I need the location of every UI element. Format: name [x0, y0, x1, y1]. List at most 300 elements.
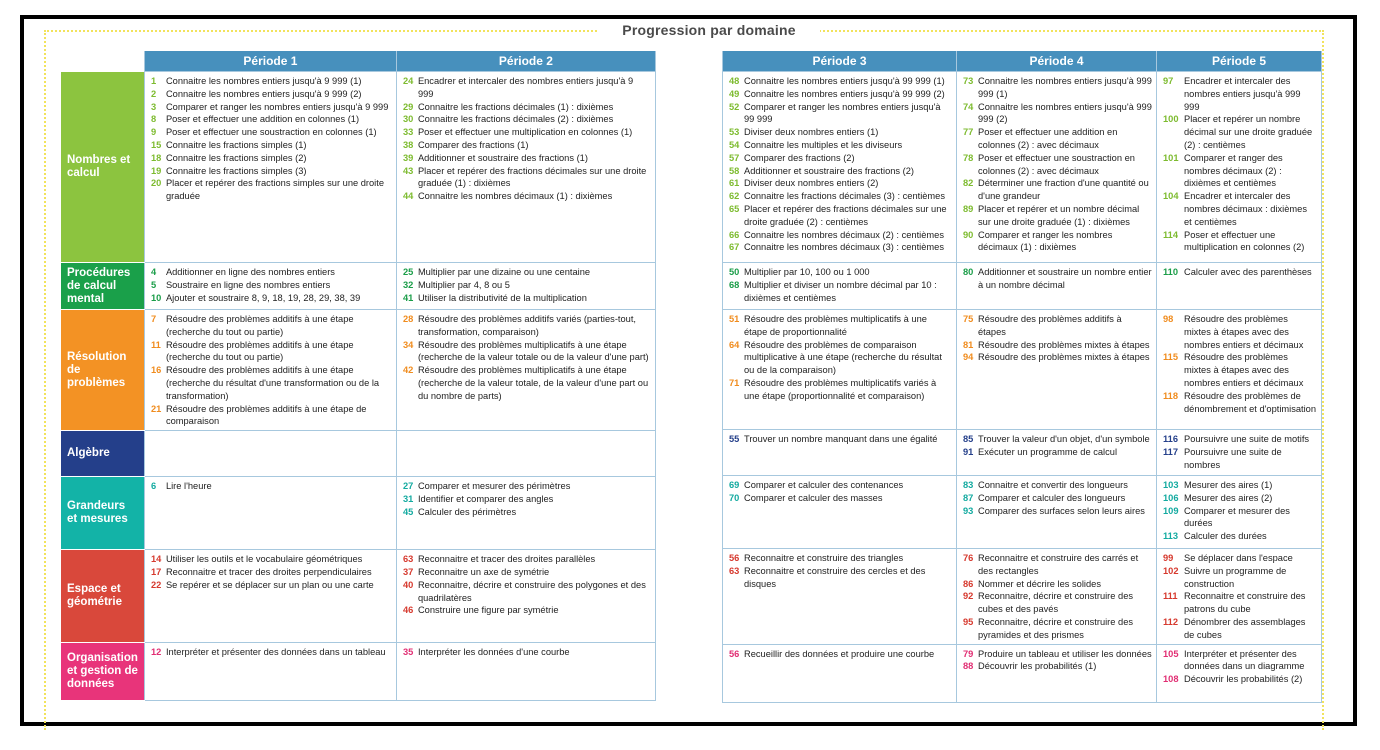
lesson-number: 91: [963, 446, 974, 457]
lesson-title: Se déplacer dans l'espace: [1184, 553, 1293, 563]
lesson-title: Déterminer une fraction d'une quantité ou d'une grandeur: [978, 178, 1149, 202]
lesson-title: Résoudre des problèmes multiplicatifs à une étape (recherche de la valeur totale, de la valeur d'une part ou du nombre de parts): [417, 365, 649, 401]
lesson-number: 75: [963, 314, 974, 324]
cell-1-periode-4: [957, 72, 1157, 263]
lesson-number: 44: [402, 191, 414, 202]
lesson-number: 29: [402, 101, 414, 112]
lesson-title: Placer et repérer et un nombre décimal sur une droite graduée (1) : dixièmes: [978, 203, 1140, 227]
lesson-title: Poser et effectuer une soustraction en colonnes (2) : avec décimaux: [978, 152, 1135, 176]
lesson-number: 89: [963, 203, 974, 214]
lesson-item: [1163, 552, 1317, 565]
lesson-title: Reconnaitre et tracer des droites parallèles: [417, 554, 596, 565]
lesson-title: Interpréter et présenter des données dans un tableau: [165, 647, 386, 658]
lesson-item: [403, 75, 651, 101]
lesson-number: 90: [963, 229, 974, 240]
lesson-number: 97: [1163, 76, 1174, 86]
lesson-item: [729, 229, 952, 242]
cell-2-periode-4: [957, 263, 1157, 310]
lesson-number: 110: [1163, 267, 1178, 277]
domain-row: [61, 263, 655, 310]
lesson-number: 85: [963, 434, 974, 444]
lesson-title: Lire l'heure: [165, 481, 212, 492]
corner-blank: [61, 51, 144, 72]
lesson-item: [729, 126, 952, 139]
lesson-item: [963, 75, 1152, 101]
cell-3-periode-4: [957, 310, 1157, 430]
header-periode-1: Période 1: [144, 51, 396, 72]
lesson-title: Poser et effectuer une addition en colonnes (1): [165, 114, 360, 125]
lesson-number: 21: [150, 403, 162, 414]
header-periode-2: Période 2: [396, 51, 655, 72]
lesson-number: 94: [963, 352, 974, 363]
lesson-number: 65: [729, 203, 740, 214]
lesson-number: 116: [1163, 434, 1178, 444]
lesson-item: [729, 313, 952, 339]
cell-5-periode-5: [1157, 476, 1322, 549]
lesson-item: [963, 479, 1152, 492]
lesson-number: 17: [150, 566, 162, 577]
lesson-title: Résoudre des problèmes multiplicatifs à une étape (recherche de la valeur totale ou de la valeur d'une part): [417, 339, 649, 363]
lesson-item: [403, 646, 651, 659]
cell-3-periode-5: [1157, 310, 1322, 430]
lesson-title: Trouver la valeur d'un objet, d'un symbole: [978, 434, 1150, 444]
lesson-item: [963, 446, 1152, 459]
lesson-number: 113: [1163, 531, 1178, 542]
cell-3-periode-2: [396, 310, 655, 431]
lesson-title: Additionner et soustraire des fractions (1): [417, 152, 588, 163]
lesson-item: [403, 279, 651, 292]
lesson-title: Reconnaitre et tracer des droites perpendiculaires: [165, 566, 372, 577]
lesson-number: 19: [150, 165, 162, 176]
lesson-item: [151, 75, 392, 88]
lesson-title: Comparer et calculer des masses: [744, 492, 883, 503]
lesson-item: [729, 203, 952, 229]
cell-4-periode-2: [396, 431, 655, 477]
lesson-number: 98: [1163, 314, 1174, 324]
header-periode-5: Période 5: [1157, 51, 1322, 72]
lesson-item: [151, 579, 392, 592]
cell-7-periode-1: [144, 643, 396, 701]
lesson-item: [1163, 113, 1317, 151]
lesson-number: 6: [150, 481, 157, 492]
lesson-title: Diviser deux nombres entiers (2): [744, 178, 879, 189]
cell-7-periode-3: [723, 644, 957, 702]
lesson-number: 54: [729, 139, 740, 150]
lesson-number: 117: [1163, 446, 1178, 457]
lesson-number: 71: [729, 377, 740, 388]
cell-4-periode-4: [957, 430, 1157, 476]
lesson-title: Résoudre des problèmes multiplicatifs variés à une étape (proportionnalité et comparaison): [744, 377, 937, 401]
lesson-item: [963, 177, 1152, 203]
cell-4-periode-3: [723, 430, 957, 476]
lesson-number: 11: [150, 339, 161, 350]
lesson-title: Connaitre les nombres entiers jusqu'à 999 999 (1): [978, 76, 1152, 99]
lesson-title: Placer et repérer un nombre décimal sur une droite graduée (2) : centièmes: [1184, 114, 1313, 150]
lesson-title: Additionner et soustraire des fractions (2): [744, 165, 915, 176]
lesson-item: [963, 433, 1152, 446]
lesson-item: [403, 292, 651, 305]
lesson-title: Connaitre les nombres décimaux (3) : centièmes: [744, 242, 944, 253]
lesson-item: [963, 229, 1152, 255]
lesson-item: [151, 339, 392, 365]
cell-6-periode-5: [1157, 549, 1322, 645]
domain-row: [723, 310, 1322, 430]
lesson-number: 39: [402, 152, 414, 163]
lesson-item: [729, 177, 952, 190]
domain-label: Algèbre: [61, 431, 144, 477]
lesson-number: 100: [1163, 114, 1179, 125]
lesson-title: Multiplier et diviser un nombre décimal par 10 : dixièmes et centièmes: [744, 279, 937, 303]
lesson-title: Reconnaitre et construire des patrons du cube: [1184, 591, 1306, 615]
lesson-number: 4: [150, 267, 157, 277]
lesson-title: Utiliser la distributivité de la multiplication: [417, 292, 587, 303]
lesson-item: [403, 364, 651, 402]
lesson-title: Connaitre les fractions décimales (1) : dixièmes: [417, 101, 614, 112]
lesson-item: [729, 565, 952, 591]
lesson-title: Résoudre des problèmes mixtes à étapes: [978, 352, 1150, 363]
lesson-item: [963, 313, 1152, 339]
lesson-number: 78: [963, 152, 974, 163]
lesson-title: Résoudre des problèmes de dénombrement et d'optimisation: [1184, 390, 1317, 414]
lesson-title: Connaitre les nombres entiers jusqu'à 999 999 (2): [978, 101, 1152, 125]
lesson-item: [151, 313, 392, 339]
lesson-item: [729, 433, 952, 446]
lesson-item: [729, 165, 952, 178]
lesson-title: Calculer des durées: [1184, 531, 1267, 542]
cell-5-periode-2: [396, 477, 655, 550]
lesson-item: [403, 126, 651, 139]
domain-row: [723, 549, 1322, 645]
lesson-item: [1163, 590, 1317, 616]
cell-1-periode-1: [144, 72, 396, 263]
lesson-item: [963, 101, 1152, 127]
domain-row: [723, 72, 1322, 263]
lesson-number: 63: [402, 554, 414, 565]
lesson-item: [403, 506, 651, 519]
lesson-title: Additionner en ligne des nombres entiers: [165, 267, 335, 277]
lesson-number: 103: [1163, 480, 1179, 490]
lesson-number: 43: [402, 165, 414, 176]
lesson-item: [151, 292, 392, 305]
lesson-number: 66: [729, 229, 740, 240]
lesson-title: Comparer des surfaces selon leurs aires: [978, 505, 1145, 516]
lesson-title: Comparer et mesurer des périmètres: [417, 481, 571, 492]
lesson-title: Additionner et soustraire un nombre entier à un nombre décimal: [978, 267, 1152, 290]
cell-7-periode-2: [396, 643, 655, 701]
lesson-title: Identifier et comparer des angles: [417, 493, 554, 504]
lesson-item: [403, 579, 651, 605]
lesson-title: Soustraire en ligne des nombres entiers: [165, 279, 331, 290]
lesson-number: 28: [402, 314, 414, 324]
lesson-item: [403, 190, 651, 203]
lesson-number: 37: [402, 566, 414, 577]
lesson-item: [963, 616, 1152, 642]
lesson-item: [1163, 565, 1317, 591]
lesson-title: Résoudre des problèmes additifs à étapes: [978, 314, 1122, 337]
lesson-item: [151, 279, 392, 292]
cell-2-periode-3: [723, 263, 957, 310]
lesson-title: Reconnaitre, décrire et construire des pyramides et des prismes: [978, 616, 1134, 640]
lesson-item: [729, 552, 952, 565]
cell-5-periode-3: [723, 476, 957, 549]
lesson-number: 15: [150, 139, 162, 150]
lesson-item: [1163, 152, 1317, 190]
cell-5-periode-4: [957, 476, 1157, 549]
lesson-item: [963, 648, 1152, 661]
header-periode-4: Période 4: [957, 51, 1157, 72]
cell-7-periode-5: [1157, 644, 1322, 702]
lesson-item: [403, 604, 651, 617]
lesson-number: 111: [1163, 591, 1178, 602]
lesson-number: 104: [1163, 191, 1179, 202]
domain-row: [61, 72, 655, 263]
domain-label: Résolution de problèmes: [61, 310, 144, 431]
lesson-title: Recueillir des données et produire une courbe: [744, 648, 935, 659]
lesson-item: [1163, 492, 1317, 505]
lesson-title: Poser et effectuer une addition en colonnes (2) : avec décimaux: [978, 127, 1118, 150]
lesson-title: Comparer et ranger des nombres décimaux (2) : dixièmes et centièmes: [1184, 152, 1283, 189]
lesson-item: [151, 480, 392, 493]
lesson-number: 118: [1163, 390, 1178, 401]
lesson-item: [403, 165, 651, 191]
lesson-title: Comparer des fractions (2): [744, 152, 855, 163]
lesson-item: [403, 139, 651, 152]
lesson-number: 61: [729, 178, 740, 189]
lesson-item: [729, 266, 952, 279]
lesson-number: 18: [150, 152, 162, 163]
lesson-number: 16: [150, 365, 162, 376]
lesson-title: Encadrer et intercaler des nombres décimaux : dixièmes et centièmes: [1184, 191, 1307, 227]
lesson-item: [403, 313, 651, 339]
progression-table-left: [61, 51, 656, 701]
lesson-item: [963, 492, 1152, 505]
lesson-number: 5: [150, 279, 157, 290]
lesson-item: [963, 152, 1152, 178]
lesson-item: [151, 266, 392, 279]
lesson-number: 49: [729, 88, 740, 99]
lesson-title: Comparer et mesurer des durées: [1184, 505, 1290, 529]
lesson-item: [963, 578, 1152, 591]
domain-row: [723, 263, 1322, 310]
lesson-number: 68: [729, 279, 740, 290]
lesson-title: Reconnaitre, décrire et construire des polygones et des quadrilatères: [417, 579, 646, 603]
lesson-item: [1163, 229, 1317, 255]
lesson-title: Connaitre les nombres décimaux (2) : centièmes: [744, 229, 944, 240]
lesson-item: [1163, 313, 1317, 351]
lesson-number: 14: [150, 554, 162, 565]
lesson-number: 20: [150, 178, 162, 189]
lesson-title: Connaitre les nombres entiers jusqu'à 99 999 (2): [744, 88, 945, 99]
lesson-title: Mesurer des aires (2): [1184, 492, 1273, 503]
lesson-item: [403, 493, 651, 506]
lesson-item: [151, 126, 392, 139]
lesson-item: [729, 241, 952, 254]
lesson-number: 83: [963, 480, 974, 490]
domain-row: [61, 550, 655, 643]
lesson-item: [729, 152, 952, 165]
lesson-item: [1163, 446, 1317, 472]
lesson-item: [963, 660, 1152, 673]
lesson-number: 41: [402, 292, 414, 303]
lesson-item: [403, 113, 651, 126]
lesson-number: 56: [729, 553, 740, 563]
cell-4-periode-5: [1157, 430, 1322, 476]
lesson-number: 45: [402, 506, 414, 517]
lesson-number: 88: [963, 661, 974, 672]
cell-3-periode-1: [144, 310, 396, 431]
lesson-number: 33: [402, 127, 414, 138]
lesson-title: Comparer et ranger les nombres entiers jusqu'à 9 999: [165, 101, 389, 112]
lesson-number: 79: [963, 648, 974, 659]
lesson-title: Trouver un nombre manquant dans une égalité: [744, 434, 938, 444]
lesson-item: [1163, 530, 1317, 543]
lesson-number: 93: [963, 505, 974, 516]
lesson-number: 109: [1163, 505, 1179, 516]
lesson-title: Reconnaitre et construire des carrés et des rectangles: [978, 553, 1139, 576]
cell-7-periode-4: [957, 644, 1157, 702]
lesson-title: Placer et repérer des fractions simples sur une droite graduée: [165, 178, 384, 202]
lesson-item: [729, 75, 952, 88]
domain-row: [61, 310, 655, 431]
lesson-item: [403, 152, 651, 165]
lesson-title: Poursuivre une suite de motifs: [1184, 434, 1310, 444]
lesson-number: 35: [402, 647, 414, 658]
lesson-item: [151, 152, 392, 165]
lesson-number: 101: [1163, 152, 1179, 163]
lesson-title: Interpréter et présenter des données dans un diagramme: [1184, 648, 1305, 672]
lesson-title: Produire un tableau et utiliser les données: [978, 648, 1152, 659]
domain-label: Grandeurs et mesures: [61, 477, 144, 550]
lesson-number: 27: [402, 481, 414, 492]
lesson-number: 7: [150, 314, 157, 324]
lesson-number: 87: [963, 492, 974, 503]
lesson-number: 55: [729, 434, 740, 444]
lesson-title: Mesurer des aires (1): [1184, 480, 1273, 490]
lesson-number: 56: [729, 648, 740, 659]
cell-2-periode-5: [1157, 263, 1322, 310]
lesson-title: Reconnaitre un axe de symétrie: [417, 566, 550, 577]
domain-row: [61, 431, 655, 477]
lesson-item: [151, 88, 392, 101]
lesson-title: Diviser deux nombres entiers (1): [744, 127, 879, 138]
lesson-item: [151, 113, 392, 126]
lesson-number: 48: [729, 76, 740, 86]
lesson-number: 9: [150, 127, 157, 138]
lesson-title: Connaitre les fractions décimales (2) : dixièmes: [417, 114, 614, 125]
lesson-title: Multiplier par 10, 100 ou 1 000: [744, 267, 870, 277]
lesson-number: 50: [729, 267, 740, 277]
domain-label: Procédures de calcul mental: [61, 263, 144, 310]
lesson-item: [1163, 479, 1317, 492]
cell-1-periode-5: [1157, 72, 1322, 263]
lesson-item: [151, 553, 392, 566]
lesson-title: Poser et effectuer une multiplication en colonnes (1): [417, 127, 633, 138]
domain-label: Espace et géométrie: [61, 550, 144, 643]
lesson-title: Encadrer et intercaler des nombres entiers jusqu'à 999 999: [1184, 76, 1301, 112]
lesson-title: Multiplier par une dizaine ou une centaine: [417, 267, 591, 277]
lesson-title: Placer et repérer des fractions décimales sur une droite graduée (1) : dixièmes: [417, 165, 647, 189]
lesson-number: 51: [729, 314, 740, 324]
lesson-number: 81: [963, 339, 974, 350]
lesson-item: [151, 165, 392, 178]
domain-row: [723, 644, 1322, 702]
lesson-item: [963, 126, 1152, 152]
lesson-title: Poursuivre une suite de nombres: [1184, 446, 1282, 470]
lesson-title: Résoudre des problèmes de comparaison multiplicative à une étape (recherche du résultat ou de la comparaison): [744, 339, 942, 376]
lesson-number: 76: [963, 553, 974, 563]
lesson-item: [963, 339, 1152, 352]
lesson-number: 115: [1163, 352, 1178, 363]
progression-table-right: [722, 51, 1322, 703]
cell-6-periode-3: [723, 549, 957, 645]
lesson-title: Dénombrer des assemblages de cubes: [1184, 616, 1306, 640]
lesson-title: Résoudre des problèmes additifs à une étape (recherche du tout ou partie): [165, 314, 354, 337]
lesson-number: 22: [150, 579, 162, 590]
lesson-title: Comparer et ranger les nombres entiers jusqu'à 99 999: [744, 101, 941, 125]
cell-3-periode-3: [723, 310, 957, 430]
lesson-item: [403, 566, 651, 579]
lesson-item: [963, 505, 1152, 518]
lesson-item: [963, 552, 1152, 578]
lesson-title: Connaitre les fractions simples (1): [165, 139, 307, 150]
lesson-number: 32: [402, 279, 414, 290]
lesson-number: 3: [150, 101, 157, 112]
lesson-item: [729, 377, 952, 403]
lesson-item: [729, 88, 952, 101]
lesson-number: 10: [150, 292, 162, 303]
lesson-number: 77: [963, 127, 974, 138]
lesson-title: Comparer et ranger les nombres décimaux (1) : dixièmes: [978, 229, 1113, 253]
lesson-item: [729, 339, 952, 377]
lesson-number: 106: [1163, 492, 1179, 503]
lesson-title: Reconnaitre et construire des triangles: [744, 553, 904, 563]
lesson-title: Connaitre les multiples et les diviseurs: [744, 139, 903, 150]
lesson-number: 99: [1163, 553, 1174, 563]
lesson-title: Placer et repérer des fractions décimales sur une droite graduée (2) : centièmes: [744, 203, 947, 227]
lesson-item: [1163, 505, 1317, 531]
lesson-number: 24: [402, 76, 414, 86]
lesson-title: Connaitre et convertir des longueurs: [978, 480, 1128, 490]
lesson-number: 63: [729, 565, 740, 576]
domain-label: Organisation et gestion de données: [61, 643, 144, 701]
cell-6-periode-2: [396, 550, 655, 643]
lesson-title: Poser et effectuer une multiplication en colonnes (2): [1184, 229, 1305, 253]
lesson-number: 46: [402, 605, 414, 616]
lesson-title: Comparer des fractions (1): [417, 139, 529, 150]
lesson-number: 38: [402, 139, 414, 150]
lesson-number: 95: [963, 616, 974, 627]
domain-row: [61, 477, 655, 550]
lesson-title: Résoudre des problèmes additifs variés (parties-tout, transformation, comparaison): [417, 314, 637, 337]
lesson-item: [963, 203, 1152, 229]
lesson-item: [729, 101, 952, 127]
domain-row: [723, 430, 1322, 476]
cell-1-periode-3: [723, 72, 957, 263]
lesson-number: 80: [963, 267, 974, 277]
lesson-number: 53: [729, 127, 740, 138]
lesson-title: Reconnaitre, décrire et construire des cubes et des pavés: [978, 591, 1134, 615]
lesson-number: 8: [150, 114, 157, 125]
lesson-item: [403, 266, 651, 279]
domain-label: Nombres et calcul: [61, 72, 144, 263]
cell-1-periode-2: [396, 72, 655, 263]
lesson-title: Multiplier par 4, 8 ou 5: [417, 279, 510, 290]
lesson-title: Construire une figure par symétrie: [417, 605, 559, 616]
cell-6-periode-4: [957, 549, 1157, 645]
lesson-item: [963, 590, 1152, 616]
lesson-item: [963, 351, 1152, 364]
lesson-number: 105: [1163, 648, 1179, 659]
